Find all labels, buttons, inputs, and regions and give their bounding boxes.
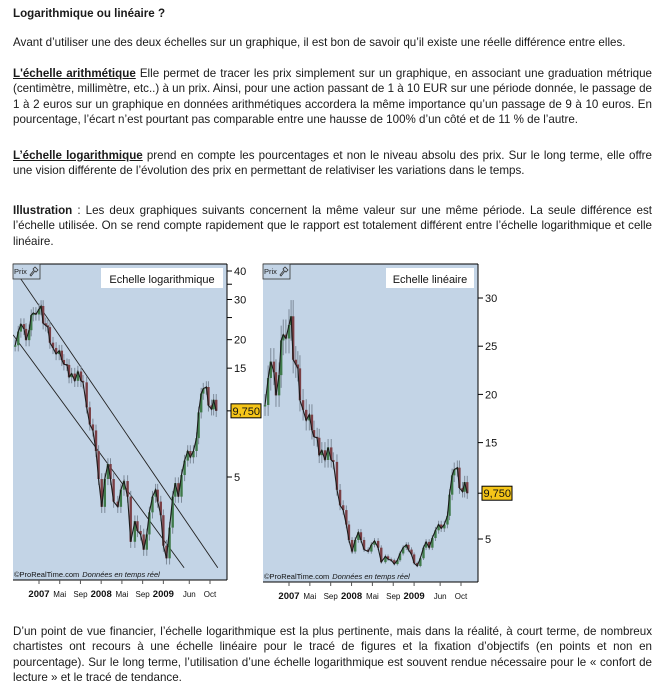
x-tick-label: 2007 [28,589,50,600]
x-tick-label: 2008 [340,591,363,602]
y-tick-label: 15 [485,437,498,450]
log-text: prend en compte les pourcentages et non le niveau absolu des prix. Sur le long terme, elle offre une vision différente de l’évolution des prix en permettant de relativiser les variations dans le temps. [13,149,652,178]
credit-text [14,570,160,579]
arithmetic-paragraph [13,66,652,128]
x-tick-label: Mai [303,592,317,601]
x-tick-label: 2009 [152,589,174,600]
plot-background [13,264,227,580]
x-tick-label: Jun [182,590,196,599]
credit-source: ©ProRealTime.com [264,572,330,581]
plot-background [263,264,478,582]
x-tick-label: Oct [203,590,217,599]
x-tick-label: 2009 [403,591,425,602]
x-tick-label: Jun [433,592,447,601]
x-tick-label: Sep [323,592,338,601]
chart-title: Echelle linéaire [392,274,468,286]
candle-up [14,345,16,347]
arithmetic-text: Elle permet de tracer les prix simplement sur un graphique, en associant une graduation métrique (centimètre, millimètre, etc..) à un prix. Ainsi, pour une action passant de 1 à 10 EUR sur une période donnée, le passage de 1 à 2 euros sur un graphique en données arithmétiques accordera la même importance qu’un passage de 9 à 10 euros. En pourcentage, l’écart n’est pourtant pas comparable entre une hausse de 100% d’un côté et de 11 % de l’autre. [13,67,652,127]
credit-note: Données en temps réel [82,570,160,579]
chart-title: Echelle logarithmique [109,274,215,286]
candle-up [264,405,266,407]
y-tick-label: 25 [485,341,498,354]
y-tick-label: 5 [485,534,492,546]
conclusion-paragraph: D’un point de vue financier, l’échelle logarithmique est la plus pertinente, mais dans la réalité, à court terme, de nombreux chartistes ont recours à une échelle linéaire pour le tracé de figures et la fixation d’objectifs (en points et non en pourcentage). Sur le long terme, l’utilisation d’une échelle logarithmique est souvent rendue nécessaire pour le « confort de lecture » et le tracé de tendance. [13,625,652,685]
log-term: L’échelle logarithmique [13,149,143,162]
illustration-text: : Les deux graphiques suivants concernent la même valeur sur une même période. La seule différence est l’échelle utilisée. On se rend compte rapidement que le rapport est totalement différent entre l’échelle logarithmique et celle linéaire. [13,204,652,248]
last-value-label: 9,750 [232,405,261,418]
linear-chart [250,255,518,605]
x-tick-label: Sep [73,590,88,599]
credit-source: ©ProRealTime.com [14,570,80,579]
article-title: Logarithmique ou linéaire ? [13,7,166,20]
x-tick-label: Sep [135,590,150,599]
y-tick-label: 20 [234,334,247,347]
x-tick-label: Mai [365,592,379,601]
y-tick-label: 30 [234,294,247,307]
x-tick-label: Sep [386,592,401,601]
x-tick-label: 2008 [90,589,112,600]
y-tick-label: 15 [234,363,247,376]
illustration-paragraph [13,203,652,249]
credit-text [264,572,410,581]
y-tick-label: 30 [485,293,498,305]
arithmetic-term: L'échelle arithmétique [13,67,136,80]
x-tick-label: Mai [53,590,67,599]
y-tick-label: 40 [234,266,247,278]
y-tick-label: 20 [485,389,498,402]
x-tick-label: 2007 [278,591,300,602]
y-tick-label: 5 [234,472,241,484]
x-tick-label: Oct [454,592,468,601]
prix-label: Prix [264,267,277,276]
log-chart [0,255,262,605]
last-value-label: 9,750 [483,488,512,501]
log-paragraph [13,148,652,179]
x-tick-label: Mai [115,590,129,599]
prix-label: Prix [14,267,27,276]
intro-paragraph: Avant d’utiliser une des deux échelles sur un graphique, il est bon de savoir qu’il existe une réelle différence entre elles. [13,36,626,49]
linear-chart-svg [250,255,518,605]
credit-note: Données en temps réel [332,572,410,581]
log-chart-svg [0,255,262,605]
illustration-term: Illustration [13,204,73,217]
